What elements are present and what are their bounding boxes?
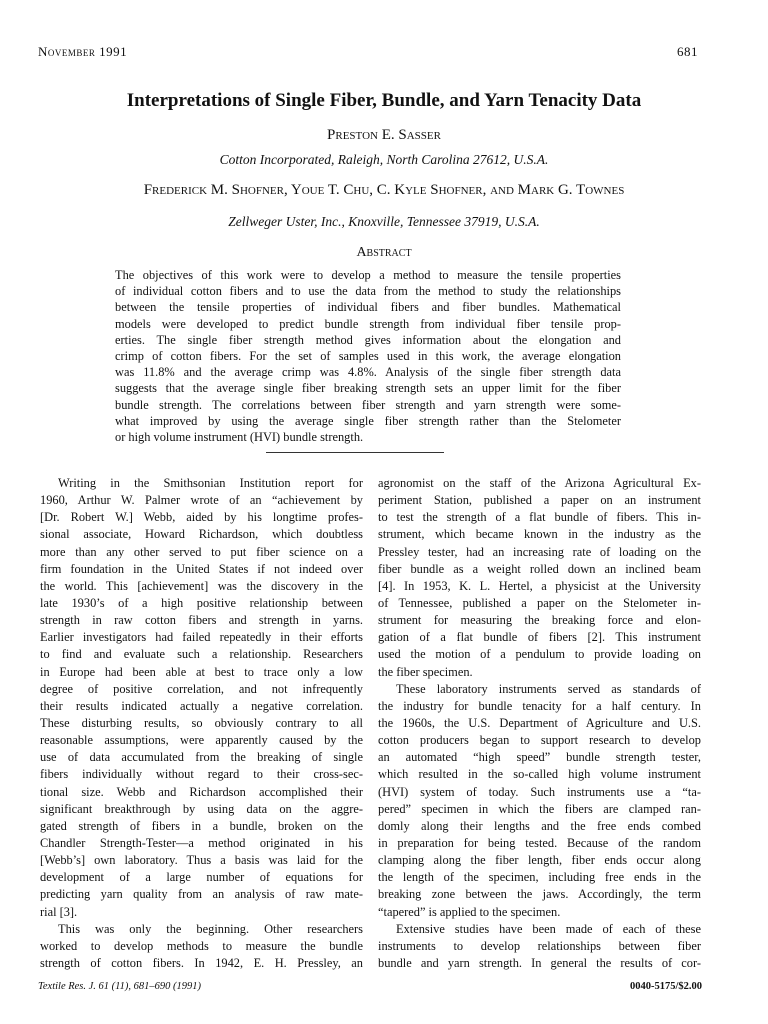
body-line: to test the strength of a flat bundle of fibers. This in- <box>378 510 701 525</box>
body-line: the length of the specimen, including free ends in the <box>378 870 701 885</box>
body-line: These laboratory instruments served as standards of <box>396 681 701 696</box>
body-line: the industry for bundle tenacity for a half century. In <box>378 698 701 713</box>
journal-citation: Textile Res. J. 61 (11), 681–690 (1991) <box>38 981 202 992</box>
page-number: 681 <box>677 44 698 59</box>
body-line: bundle and yarn strength. In general the results of cor- <box>378 955 701 970</box>
body-line: clamping along the fiber length, fiber ends occur along <box>378 853 701 868</box>
body-line: This was only the beginning. Other researchers <box>58 921 363 936</box>
body-line: firm foundation in the United States if not indeed over <box>40 561 363 576</box>
body-line: the fiber specimen. <box>378 664 473 679</box>
affiliation-1: Cotton Incorporated, Raleigh, North Carolina 27612, U.S.A. <box>219 152 549 167</box>
body-column-right <box>378 475 701 972</box>
body-line: rial [3]. <box>40 904 78 919</box>
body-line: an automated “high speed” bundle strength tester, <box>378 750 701 765</box>
body-line: domly along their lengths and the free ends combed <box>378 818 701 833</box>
body-line: gated strength of fibers in a bundle, broken on the <box>40 818 363 833</box>
body-line: of Tennessee, published a paper on the Stelometer in- <box>378 595 701 610</box>
body-line: use of data accumulated from the breaking of single <box>40 750 363 765</box>
body-line: in preparation for being tested. Because of the random <box>378 835 701 850</box>
body-line: instruments to develop relationships between fiber <box>378 938 701 953</box>
abstract-line: suggests that the average single fiber breaking strength sets an upper limit for the fiber <box>115 381 621 396</box>
body-line: predicting yarn quality from an analysis of raw mate- <box>40 887 363 902</box>
body-column-left <box>40 475 363 972</box>
issue-date: November 1991 <box>38 44 128 59</box>
body-line: reasonable assumptions, were apparently caused by the <box>40 733 363 748</box>
author-line-2: Frederick M. Shofner, Youe T. Chu, C. Kyle Shofner, and Mark G. Townes <box>143 182 625 198</box>
body-line: pered” specimen in which the fibers are clamped ran- <box>378 801 701 816</box>
body-line: degree of positive correlation, and not infrequently <box>40 681 363 696</box>
body-line: significant breakthrough by using data on the aggre- <box>40 801 363 816</box>
body-line: Writing in the Smithsonian Institution report for <box>58 476 363 490</box>
running-head <box>38 44 698 64</box>
affiliation-2: Zellweger Uster, Inc., Knoxville, Tennessee 37919, U.S.A. <box>228 214 540 229</box>
body-line: the 1960s, the U.S. Department of Agriculture and U.S. <box>378 715 701 730</box>
body-line: used the motion of a pendulum to provide loading on <box>378 647 701 662</box>
body-line: [Webb’s] own laboratory. Thus a basis was laid for the <box>40 853 363 868</box>
abstract-line: bundle strength. The correlations between fiber strength and yarn strength were some- <box>115 397 621 412</box>
paper-title: Interpretations of Single Fiber, Bundle, and Yarn Tenacity Data <box>126 90 642 111</box>
body-line: tional size. Webb and Richardson accomplished their <box>40 784 363 799</box>
article-code: 0040-5175/$2.00 <box>629 981 702 992</box>
body-line: Earlier investigators had failed repeatedly in their efforts <box>40 630 363 645</box>
author-line-1: Preston E. Sasser <box>327 127 441 143</box>
body-line: to find and evaluate such a relationship. Researchers <box>40 647 363 662</box>
body-line: strength in raw cotton fibers and strength in yarns. <box>40 613 363 628</box>
body-line: strument for measuring the breaking force and elon- <box>378 613 701 628</box>
body-line: Pressley tester, had an increasing rate of loading on the <box>378 544 701 559</box>
abstract-line: or high volume instrument (HVI) bundle strength. <box>115 429 364 444</box>
abstract-line: crimp of cotton fibers. For the set of samples used in this work, the average elongation <box>115 348 621 363</box>
abstract-body <box>115 267 621 445</box>
abstract-line: between the tensile properties of individual fibers and fiber bundles. Mathematical <box>115 300 621 315</box>
body-line: breaking zone between the jaws. Accordingly, the term <box>378 887 701 902</box>
body-line: Chandler Strength-Tester—a method originated in his <box>40 835 363 850</box>
body-line: fibers individually without regard to their cross-sec- <box>40 767 363 782</box>
body-line: (HVI) system of today. Such instruments use a “ta- <box>378 784 701 799</box>
body-line: “tapered” is applied to the specimen. <box>378 904 561 919</box>
body-line: sional associate, Howard Richardson, which doubtless <box>40 527 363 542</box>
body-line: late 1930’s of a high positive relationship between <box>40 595 363 610</box>
body-line: worked to develop methods to measure the bundle <box>40 938 363 953</box>
abstract-line: erties. The single fiber strength method gives information about the elongation and <box>115 332 621 347</box>
abstract-heading: Abstract <box>356 245 412 260</box>
body-line: cotton producers began to support research to develop <box>378 733 701 748</box>
body-line: strument, which became known in the industry as the <box>378 527 701 542</box>
abstract-line: was 11.8% and the average crimp was 4.8%. Analysis of the single fiber strength data <box>115 365 621 380</box>
body-line: their results indicated actually a negative correlation. <box>40 698 363 713</box>
body-line: in Europe had been able at best to trace only a low <box>40 664 363 679</box>
body-line: the world. This [achievement] was the discovery in the <box>40 578 363 593</box>
body-line: gation of a flat bundle of fibers [2]. This instrument <box>378 630 701 645</box>
abstract-line: of individual cotton fibers and to use the data from the method to study the relationships <box>115 284 621 299</box>
abstract-line: The objectives of this work were to develop a method to measure the tensile properties <box>115 268 621 282</box>
body-line: more than any other served to put fiber science on a <box>40 544 363 559</box>
body-line: 1960, Arthur W. Palmer wrote of an “achievement by <box>40 493 363 508</box>
body-line: agronomist on the staff of the Arizona Agricultural Ex- <box>378 476 701 490</box>
body-line: These disturbing results, so obviously contrary to all <box>40 715 363 730</box>
body-line: [4]. In 1953, K. L. Hertel, a physicist at the University <box>378 578 701 593</box>
body-line: strength of cotton fibers. In 1942, E. H. Pressley, an <box>40 955 363 970</box>
section-divider <box>266 452 444 453</box>
body-line: [Dr. Robert W.] Webb, aided by his longtime profes- <box>40 510 363 525</box>
body-line: periment Station, published a paper on an instrument <box>378 493 701 508</box>
abstract-line: what improved by using the average single fiber strength rather than the Stelometer <box>115 413 621 428</box>
body-line: fiber bundle as a weight rolled down an inclined beam <box>378 561 701 576</box>
body-line: Extensive studies have been made of each of these <box>396 921 701 936</box>
body-line: which resulted in the so-called high volume instrument <box>378 767 701 782</box>
abstract-line: models were developed to predict bundle strength from individual fiber tensile prop- <box>115 316 621 331</box>
body-line: development of a large number of equations for <box>40 870 363 885</box>
